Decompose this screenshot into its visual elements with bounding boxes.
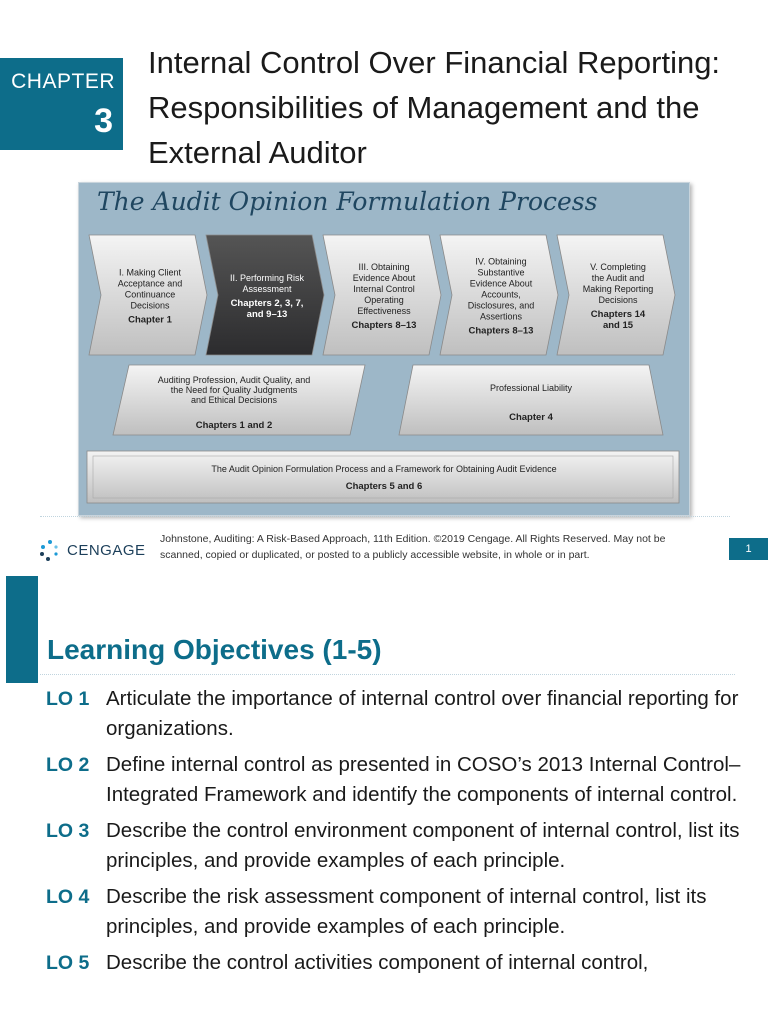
phase-label: Decisions: [598, 295, 638, 305]
left-box-label: and Ethical Decisions: [190, 395, 278, 405]
phase-label: Accounts,: [481, 289, 521, 300]
phase-label: Assessment: [242, 284, 292, 294]
bottom-box-chapters: Chapters 5 and 6: [345, 481, 423, 492]
left-box-label: the Need for Quality Judgments: [170, 385, 298, 395]
right-box-label: Professional Liability: [489, 383, 573, 393]
phase-chapters: and 15: [602, 320, 634, 331]
phase-chapters: Chapters 8–13: [468, 325, 534, 337]
phase-chapters: Chapter 1: [128, 314, 172, 326]
bottom-box-label: The Audit Opinion Formulation Process and a Framework for Obtaining Audit Evidence: [211, 464, 557, 474]
phase-chapters: Chapters 2, 3, 7,: [230, 298, 304, 309]
slide-2: [0, 576, 768, 1024]
phase-chapters: and 9–13: [246, 309, 288, 320]
phase-label: I. Making Client: [118, 267, 182, 278]
phase-label: Acceptance and: [117, 278, 183, 289]
left-box-label: Auditing Profession, Audit Quality, and: [157, 375, 311, 385]
objective-code: LO 2: [46, 754, 90, 776]
list-item: [46, 684, 746, 744]
phase-label: Decisions: [130, 300, 170, 311]
cengage-logo-icon: [38, 538, 62, 562]
objective-text: Define internal control as presented in COSO’s 2013 Internal Control–Integrated Framework and identify the components of internal control.: [106, 753, 741, 806]
slide-title: Internal Control Over Financial Reporting: Responsibilities of Management and the External Auditor: [148, 45, 721, 170]
objective-text: Describe the risk assessment component of internal control, list its principles, and provide examples of each principle.: [106, 885, 707, 938]
phase-chevron: [206, 235, 324, 355]
phase-label: Evidence About: [352, 273, 416, 283]
slide-heading: Learning Objectives (1-5): [47, 634, 382, 665]
phase-label: Assertions: [479, 311, 523, 322]
right-box: [399, 365, 663, 435]
learning-objectives-list: [46, 684, 746, 984]
bottom-box: [87, 451, 679, 503]
phase-label: Evidence About: [469, 278, 533, 289]
accent-bar: [6, 576, 38, 683]
list-item: [46, 816, 746, 876]
cengage-logo: [38, 538, 146, 562]
objective-code: LO 4: [46, 886, 90, 908]
list-item: [46, 948, 746, 978]
phase-label: IV. Obtaining: [475, 256, 527, 267]
phase-label: Making Reporting: [582, 284, 654, 294]
audit-process-diagram: [79, 183, 691, 517]
objective-text: Describe the control environment component of internal control, list its principles, and provide examples of each principle.: [106, 819, 740, 872]
chapter-label: CHAPTER: [11, 70, 115, 93]
copyright-notice: Johnstone, Auditing: A Risk-Based Approach, 11th Edition. ©2019 Cengage. All Rights Reserved. May not be scanned, copied or duplicated, or posted to a publicly accessible website, in whole or in part.: [160, 533, 666, 561]
phase-label: Continuance: [124, 289, 176, 300]
right-box-chapters: Chapter 4: [509, 412, 553, 423]
phase-chapters: Chapters 14: [590, 309, 646, 320]
objective-code: LO 1: [46, 688, 90, 710]
chapter-badge: [0, 58, 123, 150]
phase-label: V. Completing: [590, 262, 646, 272]
logo-text: CENGAGE: [67, 541, 146, 559]
objective-text: Describe the control activities component of internal control,: [106, 951, 649, 974]
list-item: [46, 882, 746, 942]
phase-label: Effectiveness: [357, 306, 411, 316]
heading-divider: [40, 674, 735, 675]
objective-text: Articulate the importance of internal control over financial reporting for organizations.: [106, 687, 739, 740]
footer-divider: [40, 516, 730, 517]
left-box-chapters: Chapters 1 and 2: [195, 420, 273, 431]
figure-title: The Audit Opinion Formulation Process: [97, 187, 598, 216]
list-item: [46, 750, 746, 810]
phase-label: Operating: [364, 295, 404, 305]
phase-label: Disclosures, and: [467, 300, 535, 311]
phase-label: the Audit and: [591, 273, 645, 283]
page-number: 1: [729, 538, 768, 560]
objective-code: LO 5: [46, 952, 90, 974]
phase-label: Internal Control: [353, 284, 415, 294]
chapter-number: 3: [94, 102, 113, 140]
phase-label: III. Obtaining: [358, 262, 410, 272]
objective-code: LO 3: [46, 820, 90, 842]
phase-label: Substantive: [477, 267, 525, 278]
audit-process-figure: [78, 182, 690, 516]
phase-label: II. Performing Risk: [229, 273, 305, 283]
phase-chapters: Chapters 8–13: [351, 320, 417, 331]
